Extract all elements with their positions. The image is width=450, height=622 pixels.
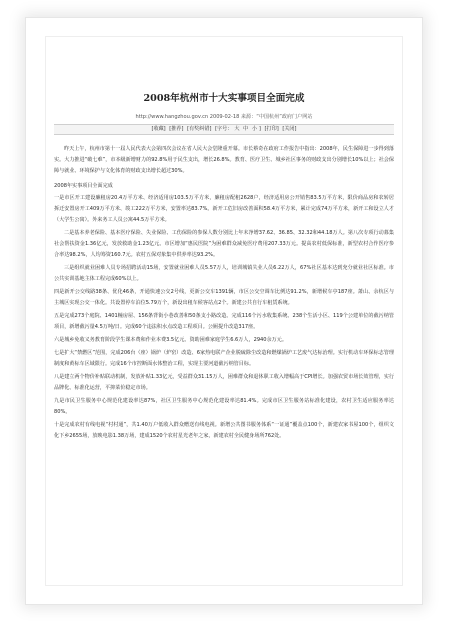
article-paragraph: 一是市区开工建设廉租房20.4万平方米、经济适用房103.5万平方米，廉租房配租2628户，经济适用房公开销售83.5万平方米，限价商品房和农转居拆迁安置房开工409万平方米、竣工222万平方米，安置率达83.7%。新开工危旧房改善面积58.4万平方米，累计完成74万平方米，新开工和设立人才（大学生公寓）。外来务工人员公寓44.5万平方米。: [54, 195, 394, 223]
article-paragraph: 三是组织就业困难人员专场招聘活动15场，安置就业困难人员5.57万人，培训城镇失业人员6.22万人，67%社区基本达到充分就业社区标准。市公共实训基地主体工程完成60%以上。: [54, 265, 394, 282]
recommend-link[interactable]: [推荐]: [169, 126, 184, 132]
font-size-medium-link[interactable]: 中: [243, 126, 249, 132]
font-size-small-link[interactable]: 小: [251, 126, 257, 132]
article-meta: http://www.hangzhou.gov.cn 2009-02-18 来源：“中国杭州”政府门户网站: [135, 114, 313, 120]
section-heading: 2008年实事项目全面完成: [54, 183, 113, 189]
article-paragraph: 十是完成农村有线电视“村村通”，共1.40万户低收入群众赠送有线电视。新增公共图书服务体系“一证通”覆盖点100个，新建农家书屋100个，组织文化下乡2655场，放映电影1.38万场，建成1520个农村星光老年之家，新建农村全民健身场所762处。: [54, 422, 394, 439]
favorite-link[interactable]: [收藏]: [151, 126, 166, 132]
font-size-bracket-close: ]: [258, 126, 261, 132]
article-paragraph: 八是建立两个物价补贴联动机制，发放补贴1.33亿元，受益群众31.15万人，困难群众和退休职工收入增幅高于CPI增长。加强农贸市场长效管理，实行品牌化、标准化运营，平抑菜价稳定市场。: [54, 374, 394, 391]
document-page: [45, 36, 403, 586]
report-error-link[interactable]: [有奖纠错]: [187, 126, 212, 132]
print-link[interactable]: [打印]: [264, 126, 279, 132]
article-paragraph: 七是扩大“禁燃区”范围，完成206台（座）锅炉（炉窑）改造、6家热电联产企业脱硫除尘改造和燃煤锅炉工艺废气达标治理。实行机动车环保标志管理制度和黄标车区域限行。完成16个市控断面水体整治工程，实现主要河道截污纳管目标。: [54, 350, 394, 367]
article: [54, 93, 394, 444]
article-paragraph: 五是完成273个庭院、1401幢房屋、156条背街小巷改善和50条支小路改造。完成116个污水收集系统、238个生活小区、119个公建单位的截污纳管项目，新增截污量4.5万吨/日。完成60个违法积水点改造工程项目。公厕提升改造317座。: [54, 313, 394, 330]
article-toolbar: [54, 124, 394, 135]
photo-frame: [26, 18, 422, 604]
article-paragraph: 六是城乡免收义务教育阶段学生课本费和作业本费3.5亿元。资助困难家庭学生6.6万人，2940余万元。: [54, 337, 287, 343]
article-title: 2008年杭州市十大实事项目全面完成: [143, 93, 305, 104]
close-link[interactable]: [关闭]: [282, 126, 297, 132]
article-paragraph: 二是基本养老保险、基本医疗保险、失业保险、工伤保险的参保人数分别比上年末净增37.62、36.85、32.32和44.18万人。第八次专项行动募集社会帮扶资金1.36亿元，发放救助金1.23亿元。市区增加“惠民医院”为困难群众减免医疗费用207.33万元。提高农村低保标准，新型农村合作医疗参合率达98.2%，人均筹资160.7元。农村五保对象集中供养率达93.2%。: [54, 230, 394, 258]
font-size-label: [字号：: [215, 126, 233, 132]
font-size-large-link[interactable]: 大: [234, 126, 240, 132]
article-intro: 昨天上午，杭州市第十一届人民代表大会第四次会议在省人民大会堂隆重开幕。市长蔡奇在政府工作报告中指出：2008年，民生保障进一步得到落实。大力推进“破七难”，市本级新增财力的92.8%用于民生支出，增长26.8%。教育、医疗卫生、城乡社区事务的财政支出分别增长10%以上；社会保障与就业、环境保护与文化体育的财政支出增长超过30%。: [54, 146, 394, 174]
article-paragraph: 四是新开公交线路38条、优化46条，开通快速公交2号线，更新公交车1391辆，市区公交空调车比例达91.2%，新增候车亭187座。萧山、余杭区与主城区实现公交一体化。共设置停车泊位5.79万个，新设出租车候客站点2个。新建公共自行车租赁系统。: [54, 289, 394, 306]
article-paragraph: 九是市民卫生服务中心规范化建设率达87%，社区卫生服务中心规范化建设率达81.4%。完成市区卫生服务站标准化建设，农村卫生适应服务率达80%。: [54, 398, 394, 415]
